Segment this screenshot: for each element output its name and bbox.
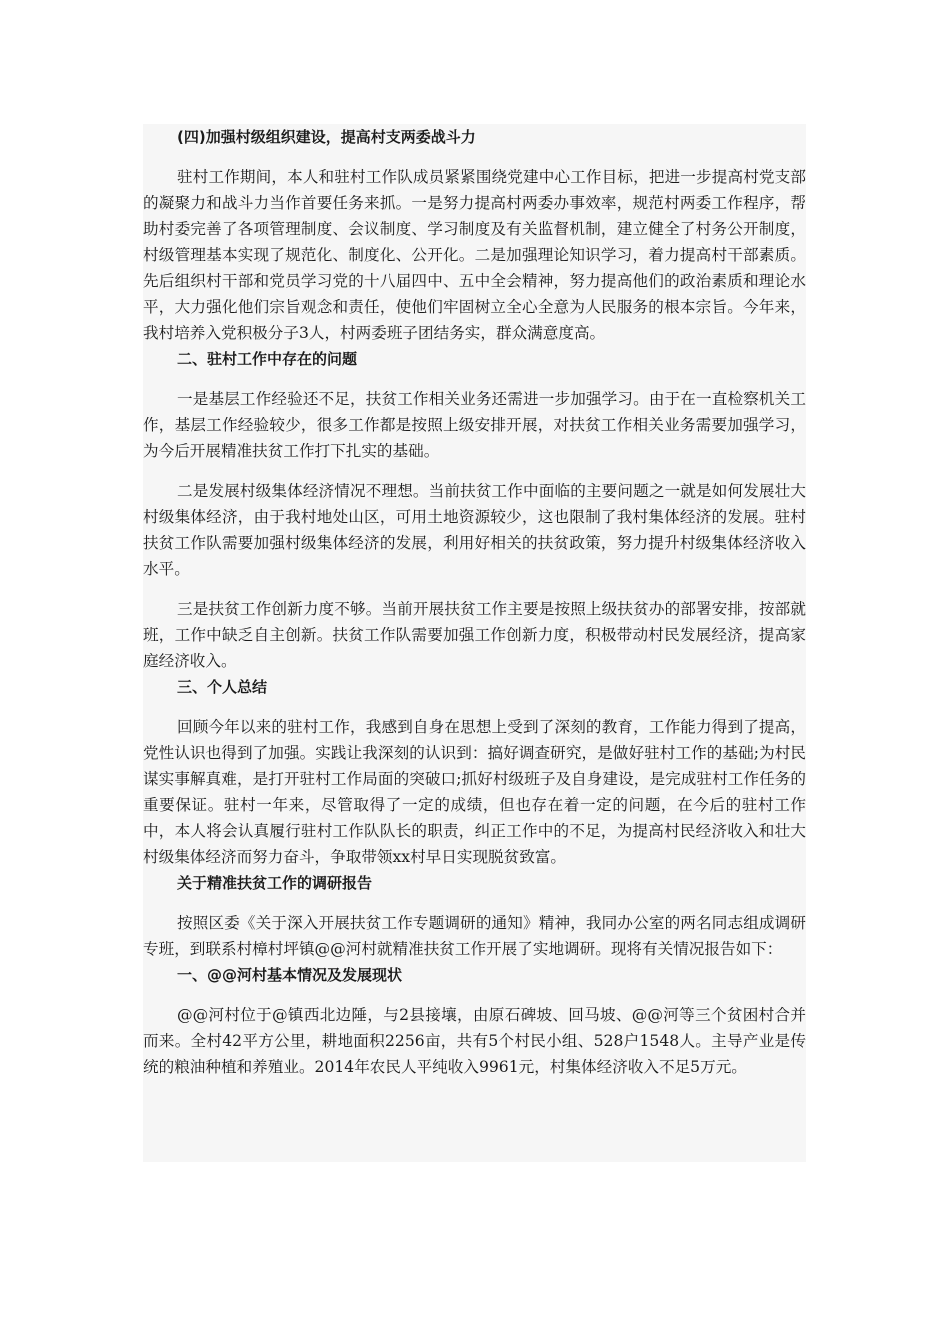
document-page — [143, 124, 806, 1162]
paragraph-problem-two: 二是发展村级集体经济情况不理想。当前扶贫工作中面临的主要问题之一就是如何发展壮大村级集体经济，由于我村地处山区，可用土地资源较少，这也限制了我村集体经济的发展。驻村扶贫工作队需要加强村级集体经济的发展，利用好相关的扶贫政策，努力提升村级集体经济收入水平。 — [143, 482, 806, 578]
paragraph-village-status: @@河村位于@镇西北边陲，与2县接壤，由原石碑坡、回马坡、@@河等三个贫困村合并而来。全村42平方公里，耕地面积2256亩，共有5个村民小组、528户1548人。主导产业是传统的粮油种植和养殖业。2014年农民人平纯收入9961元，村集体经济收入不足5万元。 — [143, 1006, 806, 1076]
paragraph-party-building: 驻村工作期间，本人和驻村工作队成员紧紧围绕党建中心工作目标，把进一步提高村党支部的凝聚力和战斗力当作首要任务来抓。一是努力提高村两委办事效率，规范村两委工作程序，帮助村委完善了各项管理制度、会议制度、学习制度及有关监督机制，建立健全了村务公开制度，村级管理基本实现了规范化、制度化、公开化。二是加强理论知识学习，着力提高村干部素质。先后组织村干部和党员学习党的十八届四中、五中全会精神，努力提高他们的政治素质和理论水平，大力强化他们宗旨观念和责任，使他们牢固树立全心全意为人民服务的根本宗旨。今年来，我村培养入党积极分子3人，村两委班子团结务实，群众满意度高。 — [143, 168, 806, 342]
paragraph-problem-three: 三是扶贫工作创新力度不够。当前开展扶贫工作主要是按照上级扶贫办的部署安排，按部就班，工作中缺乏自主创新。扶贫工作队需要加强工作创新力度，积极带动村民发展经济，提高家庭经济收入。 — [143, 600, 806, 670]
paragraph-problem-one: 一是基层工作经验还不足，扶贫工作相关业务还需进一步加强学习。由于在一直检察机关工作，基层工作经验较少，很多工作都是按照上级安排开展，对扶贫工作相关业务需要加强学习，为今后开展精准扶贫工作打下扎实的基础。 — [143, 390, 806, 460]
section-heading-problems: 二、驻村工作中存在的问题 — [177, 350, 358, 368]
section-heading-summary: 三、个人总结 — [177, 678, 268, 696]
report-title: 关于精准扶贫工作的调研报告 — [177, 874, 373, 892]
section-heading-four: (四)加强村级组织建设，提高村支两委战斗力 — [177, 128, 476, 146]
paragraph-report-intro: 按照区委《关于深入开展扶贫工作专题调研的通知》精神，我同办公室的两名同志组成调研专班，到联系村樟村坪镇@@河村就精准扶贫工作开展了实地调研。现将有关情况报告如下： — [143, 914, 806, 958]
paragraph-summary: 回顾今年以来的驻村工作，我感到自身在思想上受到了深刻的教育，工作能力得到了提高，党性认识也得到了加强。实践让我深刻的认识到：搞好调查研究，是做好驻村工作的基础;为村民谋实事解真难，是打开驻村工作局面的突破口;抓好村级班子及自身建设，是完成驻村工作任务的重要保证。驻村一年来，尽管取得了一定的成绩，但也存在着一定的问题，在今后的驻村工作中，本人将会认真履行驻村工作队队长的职责，纠正工作中的不足，为提高村民经济收入和壮大村级集体经济而努力奋斗，争取带领xx村早日实现脱贫致富。 — [143, 718, 806, 866]
section-heading-village-status: 一、@@河村基本情况及发展现状 — [177, 966, 403, 984]
